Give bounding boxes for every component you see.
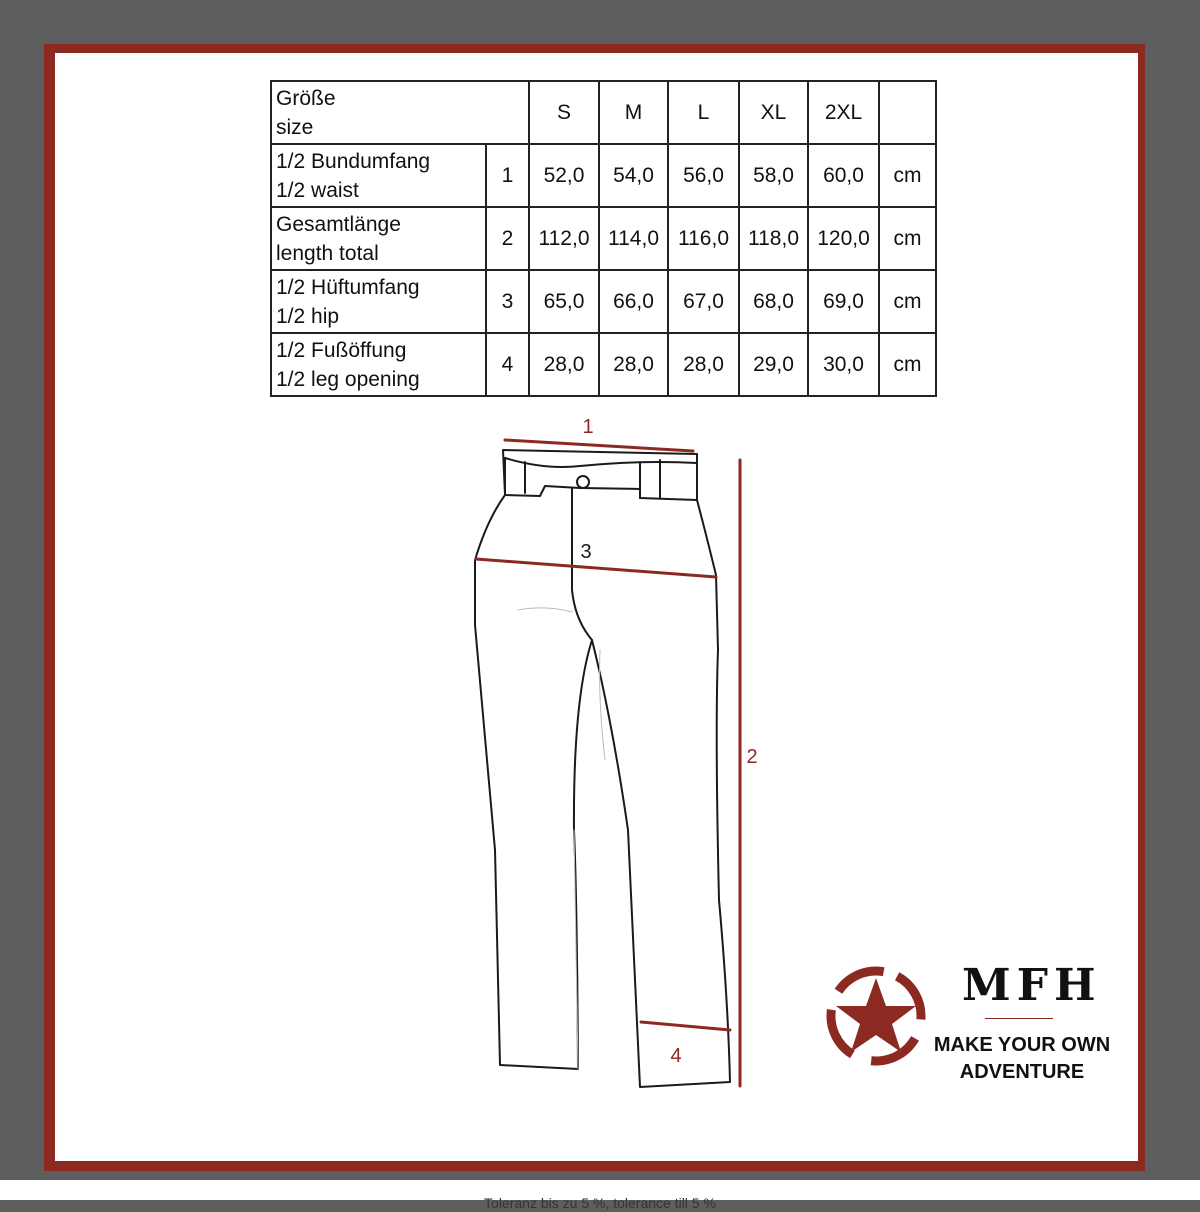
brand-divider [985,1018,1053,1019]
value-cell: 56,0 [668,144,739,207]
tolerance-note: Toleranz bis zu 5 %, tolerance till 5 % [484,1195,716,1211]
size-s: S [529,81,599,144]
value-cell: 68,0 [739,270,808,333]
size-header-en: size [276,115,314,139]
brand-name: MFH [962,960,1102,1011]
value-cell: 120,0 [808,207,879,270]
value-cell: 66,0 [599,270,668,333]
row-label-en: 1/2 leg opening [276,367,420,391]
row-label-de: 1/2 Bundumfang [276,149,431,173]
brand-tagline-line2: ADVENTURE [959,1061,1085,1083]
value-cell: 28,0 [599,333,668,396]
belt-loop-right [640,460,660,498]
value-cell: 114,0 [599,207,668,270]
brand-tagline [932,1032,1112,1086]
value-cell: 69,0 [808,270,879,333]
marker-hip: 3 [580,541,592,563]
marker-waist: 1 [582,416,594,438]
brand-star-icon [815,955,937,1077]
belt-loop-left [505,458,525,495]
waist-measure-line [505,440,693,451]
value-cell: 54,0 [599,144,668,207]
row-label-de: 1/2 Hüftumfang [276,275,420,299]
value-cell: 116,0 [668,207,739,270]
row-label-de: 1/2 Fußöffung [276,338,407,362]
value-cell: 28,0 [668,333,739,396]
size-xl: XL [739,81,808,144]
size-2xl: 2XL [808,81,879,144]
unit-cell: cm [879,207,936,270]
value-cell: 58,0 [739,144,808,207]
value-cell: 112,0 [529,207,599,270]
row-label-en: 1/2 waist [276,178,359,202]
unit-cell: cm [879,270,936,333]
value-cell: 60,0 [808,144,879,207]
row-index: 1 [486,144,529,207]
row-label-en: length total [276,241,379,265]
value-cell: 30,0 [808,333,879,396]
button-icon [577,476,589,488]
measurement-markers [580,416,757,1067]
hip-measure-line [476,559,716,577]
pants-body-outline [475,495,730,1087]
fly-seam [572,488,592,640]
brand-tagline-line1: MAKE YOUR OWN [933,1034,1111,1056]
value-cell: 118,0 [739,207,808,270]
unit-cell: cm [879,333,936,396]
value-cell: 28,0 [529,333,599,396]
row-index: 2 [486,207,529,270]
value-cell: 65,0 [529,270,599,333]
measurement-lines [476,440,740,1086]
row-label-de: Gesamtlänge [276,212,401,236]
pants-outline [475,450,730,1087]
row-index: 3 [486,270,529,333]
unit-cell: cm [879,144,936,207]
size-m: M [599,81,668,144]
value-cell: 67,0 [668,270,739,333]
waistband-outline [503,450,697,500]
row-index: 4 [486,333,529,396]
leg-opening-measure-line [641,1022,730,1030]
size-header-de: Größe [276,86,336,110]
fold-line-left [518,608,578,1069]
row-label-en: 1/2 hip [276,304,340,328]
value-cell: 29,0 [739,333,808,396]
marker-leg-opening: 4 [670,1045,682,1067]
value-cell: 52,0 [529,144,599,207]
marker-length: 2 [746,746,758,768]
size-l: L [668,81,739,144]
waistband-inner-curve [505,458,697,467]
fold-line-right [600,650,605,760]
